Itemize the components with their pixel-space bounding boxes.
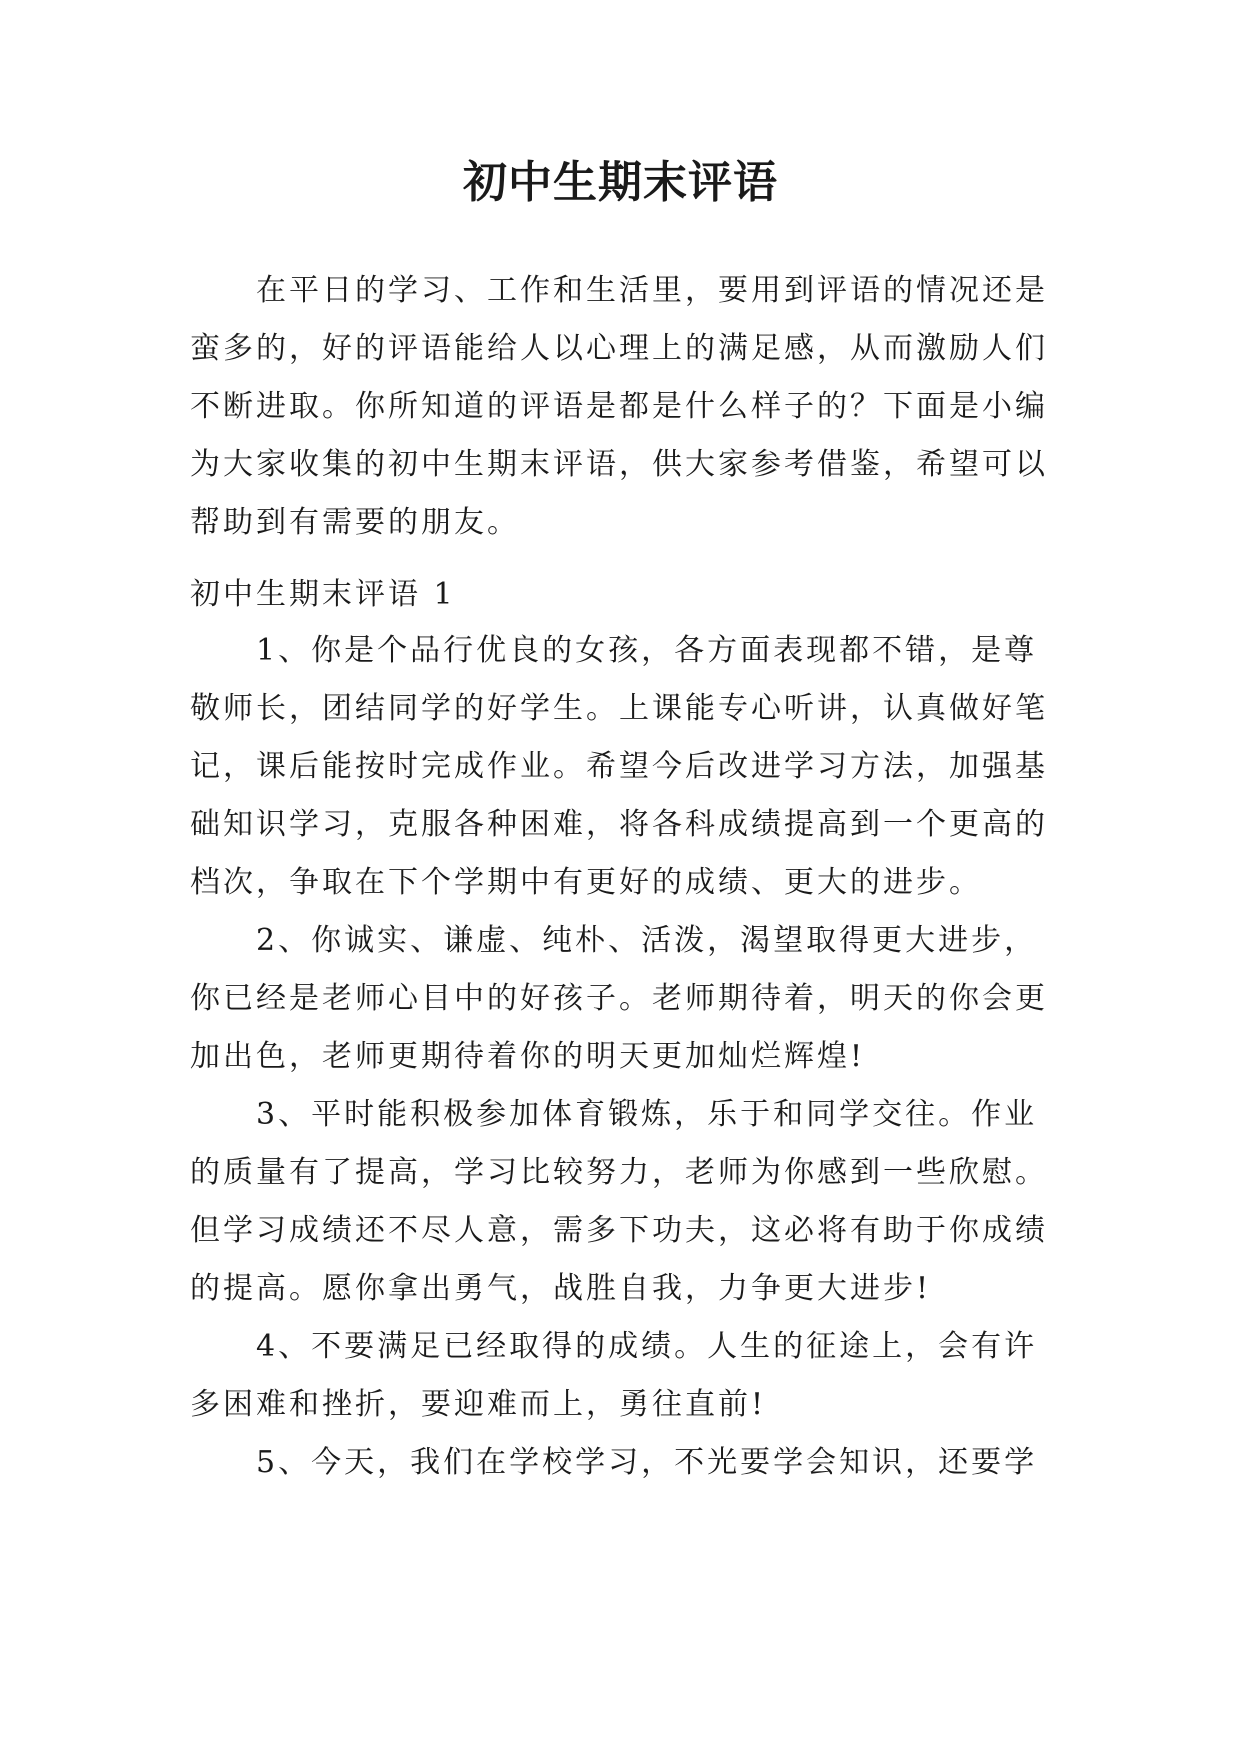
document-title: 初中生期末评语 [463, 157, 778, 208]
comment-line: 1、你是个品行优良的女孩，各方面表现都不错，是尊 [256, 633, 1038, 668]
intro-line: 为大家收集的初中生期末评语，供大家参考借鉴，希望可以 [190, 447, 1048, 482]
comment-line: 敬师长，团结同学的好学生。上课能专心听讲，认真做好笔 [190, 691, 1048, 726]
intro-paragraph [190, 262, 1060, 552]
intro-line: 不断进取。你所知道的评语是都是什么样子的？下面是小编 [190, 389, 1048, 424]
comment-line: 的提高。愿你拿出勇气，战胜自我，力争更大进步! [190, 1271, 932, 1306]
comment-line: 5、今天，我们在学校学习，不光要学会知识，还要学 [256, 1445, 1038, 1480]
comment-line: 2、你诚实、谦虚、纯朴、活泼，渴望取得更大进步， [256, 923, 1038, 958]
comment-line: 多困难和挫折，要迎难而上，勇往直前! [190, 1387, 767, 1422]
comment-line: 档次，争取在下个学期中有更好的成绩、更大的进步。 [190, 865, 982, 900]
section-heading: 初中生期末评语 1 [190, 577, 456, 612]
comment-line: 记，课后能按时完成作业。希望今后改进学习方法，加强基 [190, 749, 1048, 784]
comment-line: 但学习成绩还不尽人意，需多下功夫，这必将有助于你成绩 [190, 1213, 1048, 1248]
comment-line: 3、平时能积极参加体育锻炼，乐于和同学交往。作业 [256, 1097, 1038, 1132]
comment-line: 的质量有了提高，学习比较努力，老师为你感到一些欣慰。 [190, 1155, 1048, 1190]
intro-line: 蛮多的，好的评语能给人以心理上的满足感，从而激励人们 [190, 331, 1048, 366]
comment-line: 4、不要满足已经取得的成绩。人生的征途上，会有许 [256, 1329, 1038, 1364]
comment-line: 础知识学习，克服各种困难，将各科成绩提高到一个更高的 [190, 807, 1048, 842]
intro-line: 在平日的学习、工作和生活里，要用到评语的情况还是 [256, 273, 1048, 308]
intro-line: 帮助到有需要的朋友。 [190, 505, 520, 540]
comment-line: 你已经是老师心目中的好孩子。老师期待着，明天的你会更 [190, 981, 1048, 1016]
comment-line: 加出色，老师更期待着你的明天更加灿烂辉煌! [190, 1039, 866, 1074]
comments-body [190, 622, 1060, 1492]
